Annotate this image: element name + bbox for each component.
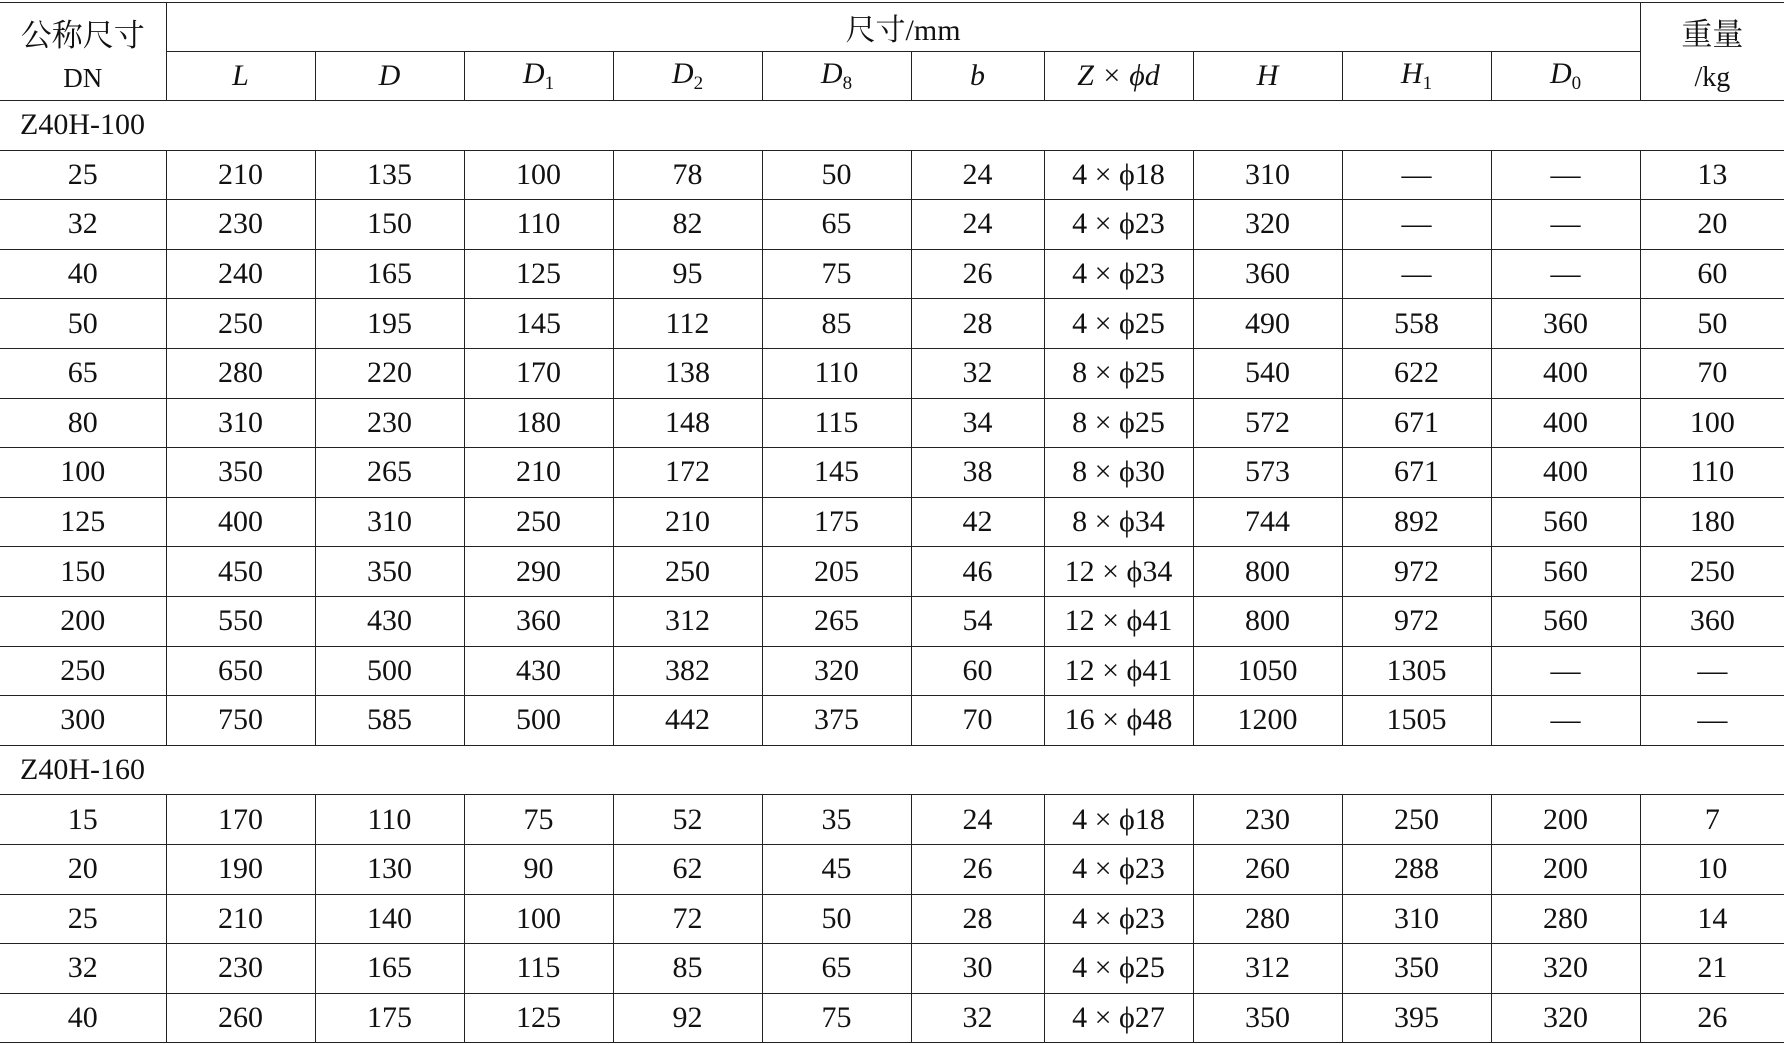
model-group-row: [0, 745, 1784, 795]
table-row: [0, 646, 1784, 696]
table-cell: 205: [762, 547, 911, 597]
table-cell: 360: [1193, 249, 1342, 299]
table-cell: 92: [613, 993, 762, 1043]
table-cell: 180: [464, 398, 613, 448]
table-cell: 165: [315, 249, 464, 299]
dimensions-header: [166, 3, 1640, 52]
table-cell: 560: [1491, 547, 1640, 597]
valve-dimension-table: [0, 2, 1784, 1043]
table-cell: 110: [315, 795, 464, 845]
table-body: [0, 101, 1784, 1043]
table-cell: 112: [613, 299, 762, 349]
table-cell: 382: [613, 646, 762, 696]
table-cell: 230: [1193, 795, 1342, 845]
table-cell: 8 × ϕ34: [1044, 497, 1193, 547]
table-cell: 280: [1193, 894, 1342, 944]
table-cell: 972: [1342, 547, 1491, 597]
column-header: [1193, 52, 1342, 101]
table-cell: 170: [464, 348, 613, 398]
table-cell: 85: [762, 299, 911, 349]
table-row: [0, 894, 1784, 944]
table-cell: 190: [166, 844, 315, 894]
column-header: [1044, 52, 1193, 101]
table-cell: 4 × ϕ23: [1044, 200, 1193, 250]
table-cell: —: [1491, 200, 1640, 250]
table-row: [0, 348, 1784, 398]
table-cell: 14: [1640, 894, 1784, 944]
table-cell: 38: [911, 448, 1044, 498]
table-cell: —: [1640, 646, 1784, 696]
table-cell: 46: [911, 547, 1044, 597]
column-header: [1491, 52, 1640, 101]
table-cell: 130: [315, 844, 464, 894]
table-cell: 300: [0, 696, 166, 746]
table-cell: —: [1491, 646, 1640, 696]
table-cell: 8 × ϕ25: [1044, 348, 1193, 398]
table-cell: 350: [1342, 944, 1491, 994]
table-cell: 50: [762, 150, 911, 200]
table-cell: 72: [613, 894, 762, 944]
table-cell: 90: [464, 844, 613, 894]
table-cell: 45: [762, 844, 911, 894]
table-cell: 1505: [1342, 696, 1491, 746]
table-cell: 800: [1193, 547, 1342, 597]
table-cell: 65: [762, 200, 911, 250]
table-cell: 650: [166, 646, 315, 696]
table-cell: 250: [1640, 547, 1784, 597]
table-cell: 350: [1193, 993, 1342, 1043]
table-row: [0, 249, 1784, 299]
table-cell: 892: [1342, 497, 1491, 547]
table-cell: 24: [911, 200, 1044, 250]
table-cell: 550: [166, 596, 315, 646]
table-cell: 400: [1491, 448, 1640, 498]
table-header: [0, 3, 1784, 101]
table-cell: 250: [464, 497, 613, 547]
table-cell: 42: [911, 497, 1044, 547]
table-cell: 150: [0, 547, 166, 597]
column-header-symbol: D: [1549, 57, 1572, 90]
table-cell: 50: [762, 894, 911, 944]
table-cell: 195: [315, 299, 464, 349]
column-header: [613, 52, 762, 101]
table-cell: 310: [315, 497, 464, 547]
column-header-row: [0, 52, 1784, 101]
table-cell: 250: [613, 547, 762, 597]
table-cell: 8 × ϕ30: [1044, 448, 1193, 498]
table-cell: 65: [762, 944, 911, 994]
table-cell: 572: [1193, 398, 1342, 448]
table-cell: 8 × ϕ25: [1044, 398, 1193, 448]
table-cell: 573: [1193, 448, 1342, 498]
table-cell: 1050: [1193, 646, 1342, 696]
column-header: [1342, 52, 1491, 101]
table-cell: 290: [464, 547, 613, 597]
table-cell: 32: [911, 993, 1044, 1043]
table-cell: 671: [1342, 448, 1491, 498]
table-cell: 260: [166, 993, 315, 1043]
table-cell: 265: [315, 448, 464, 498]
weight-label: 重量: [1681, 17, 1744, 53]
column-header: [315, 52, 464, 101]
table-cell: 744: [1193, 497, 1342, 547]
table-cell: 360: [464, 596, 613, 646]
column-header: [762, 52, 911, 101]
table-row: [0, 795, 1784, 845]
table-cell: —: [1342, 249, 1491, 299]
table-cell: 125: [464, 993, 613, 1043]
table-cell: 32: [0, 944, 166, 994]
dimensions-unit: /mm: [905, 14, 961, 47]
table-cell: 25: [0, 894, 166, 944]
table-cell: 172: [613, 448, 762, 498]
table-cell: 200: [1491, 795, 1640, 845]
column-header-symbol: b: [970, 59, 985, 92]
column-header-symbol: D: [671, 57, 694, 90]
table-cell: 148: [613, 398, 762, 448]
table-cell: 220: [315, 348, 464, 398]
table-cell: 430: [315, 596, 464, 646]
table-cell: 28: [911, 299, 1044, 349]
table-cell: 13: [1640, 150, 1784, 200]
table-cell: 280: [166, 348, 315, 398]
table-cell: 4 × ϕ25: [1044, 299, 1193, 349]
column-header-subscript: 8: [842, 73, 853, 94]
table-cell: 20: [0, 844, 166, 894]
table-cell: 320: [762, 646, 911, 696]
table-cell: 622: [1342, 348, 1491, 398]
table-cell: 95: [613, 249, 762, 299]
table-cell: 82: [613, 200, 762, 250]
table-cell: 26: [911, 844, 1044, 894]
table-cell: 62: [613, 844, 762, 894]
model-group-label: Z40H-160: [0, 745, 1784, 795]
table-cell: 75: [464, 795, 613, 845]
table-cell: 52: [613, 795, 762, 845]
table-cell: 4 × ϕ23: [1044, 249, 1193, 299]
table-cell: 40: [0, 993, 166, 1043]
table-cell: 65: [0, 348, 166, 398]
table-cell: 4 × ϕ27: [1044, 993, 1193, 1043]
table-cell: 78: [613, 150, 762, 200]
table-cell: 750: [166, 696, 315, 746]
table-cell: 175: [315, 993, 464, 1043]
table-cell: 265: [762, 596, 911, 646]
table-cell: 230: [315, 398, 464, 448]
table-cell: 170: [166, 795, 315, 845]
table-cell: 80: [0, 398, 166, 448]
table-cell: 150: [315, 200, 464, 250]
table-cell: 100: [464, 150, 613, 200]
model-group-row: [0, 101, 1784, 151]
table-cell: 350: [315, 547, 464, 597]
table-cell: 972: [1342, 596, 1491, 646]
table-cell: 180: [1640, 497, 1784, 547]
table-cell: 34: [911, 398, 1044, 448]
table-cell: 312: [613, 596, 762, 646]
table-cell: 4 × ϕ23: [1044, 844, 1193, 894]
table-cell: 32: [911, 348, 1044, 398]
nominal-size-label: 公称尺寸: [20, 17, 145, 54]
table-cell: 312: [1193, 944, 1342, 994]
table-cell: 85: [613, 944, 762, 994]
table-cell: —: [1491, 150, 1640, 200]
table-row: [0, 299, 1784, 349]
table-cell: —: [1640, 696, 1784, 746]
table-cell: 16 × ϕ48: [1044, 696, 1193, 746]
table-cell: 320: [1193, 200, 1342, 250]
table-cell: 175: [762, 497, 911, 547]
table-cell: 75: [762, 249, 911, 299]
table-cell: 400: [1491, 398, 1640, 448]
table-cell: 26: [1640, 993, 1784, 1043]
table-cell: 110: [762, 348, 911, 398]
dimensions-label: 尺寸: [845, 13, 906, 48]
table-cell: —: [1342, 200, 1491, 250]
table-cell: 260: [1193, 844, 1342, 894]
table-cell: 70: [1640, 348, 1784, 398]
table-row: [0, 547, 1784, 597]
column-header-subscript: 1: [544, 73, 555, 94]
table-row: [0, 200, 1784, 250]
table-cell: 200: [1491, 844, 1640, 894]
table-cell: 210: [613, 497, 762, 547]
table-cell: 12 × ϕ34: [1044, 547, 1193, 597]
table-cell: 558: [1342, 299, 1491, 349]
table-cell: 430: [464, 646, 613, 696]
table-cell: 310: [1193, 150, 1342, 200]
table-cell: 560: [1491, 497, 1640, 547]
column-header-symbol: H: [1400, 57, 1423, 90]
table-cell: 540: [1193, 348, 1342, 398]
table-cell: 110: [464, 200, 613, 250]
table-cell: 310: [166, 398, 315, 448]
column-header-subscript: 0: [1571, 73, 1582, 94]
table-cell: 50: [1640, 299, 1784, 349]
table-cell: 60: [911, 646, 1044, 696]
table-cell: 7: [1640, 795, 1784, 845]
table-cell: 4 × ϕ18: [1044, 795, 1193, 845]
table-cell: 280: [1491, 894, 1640, 944]
table-cell: —: [1491, 696, 1640, 746]
table-row: [0, 596, 1784, 646]
table-row: [0, 844, 1784, 894]
table-cell: 350: [166, 448, 315, 498]
column-header-symbol: H: [1256, 59, 1279, 92]
table-row: [0, 150, 1784, 200]
table-row: [0, 497, 1784, 547]
table-row: [0, 993, 1784, 1043]
table-cell: 400: [166, 497, 315, 547]
table-cell: 70: [911, 696, 1044, 746]
table-cell: 320: [1491, 944, 1640, 994]
table-cell: 310: [1342, 894, 1491, 944]
table-cell: 671: [1342, 398, 1491, 448]
table-cell: 288: [1342, 844, 1491, 894]
table-cell: 145: [464, 299, 613, 349]
table-cell: 30: [911, 944, 1044, 994]
column-header-symbol: Z × ϕd: [1077, 59, 1160, 92]
table-cell: 100: [1640, 398, 1784, 448]
weight-unit: /kg: [1694, 62, 1731, 93]
model-group-label: Z40H-100: [0, 101, 1784, 151]
column-header-symbol: L: [232, 59, 249, 92]
table-cell: 240: [166, 249, 315, 299]
column-header-subscript: 1: [1422, 73, 1433, 94]
table-cell: 800: [1193, 596, 1342, 646]
table-cell: 15: [0, 795, 166, 845]
table-cell: 32: [0, 200, 166, 250]
table-cell: 125: [0, 497, 166, 547]
table-row: [0, 448, 1784, 498]
table-cell: 100: [0, 448, 166, 498]
table-cell: 250: [1342, 795, 1491, 845]
table-cell: 360: [1640, 596, 1784, 646]
table-cell: 145: [762, 448, 911, 498]
dn-label: DN: [63, 62, 103, 93]
table-cell: 4 × ϕ23: [1044, 894, 1193, 944]
table-cell: —: [1491, 249, 1640, 299]
table-cell: 25: [0, 150, 166, 200]
table-cell: 360: [1491, 299, 1640, 349]
table-cell: 28: [911, 894, 1044, 944]
table-cell: 110: [1640, 448, 1784, 498]
table-cell: 210: [166, 150, 315, 200]
column-header-subscript: 2: [693, 73, 704, 94]
nominal-size-header: [0, 3, 166, 101]
table-cell: 450: [166, 547, 315, 597]
table-cell: 138: [613, 348, 762, 398]
table-cell: 10: [1640, 844, 1784, 894]
table-cell: 1200: [1193, 696, 1342, 746]
table-cell: 250: [166, 299, 315, 349]
table-row: [0, 696, 1784, 746]
column-header: [911, 52, 1044, 101]
table-cell: 135: [315, 150, 464, 200]
table-cell: 4 × ϕ18: [1044, 150, 1193, 200]
table-cell: 490: [1193, 299, 1342, 349]
table-cell: 500: [315, 646, 464, 696]
table-cell: 230: [166, 944, 315, 994]
table-cell: 24: [911, 150, 1044, 200]
table-cell: 585: [315, 696, 464, 746]
table-cell: 12 × ϕ41: [1044, 646, 1193, 696]
table-cell: 12 × ϕ41: [1044, 596, 1193, 646]
table-row: [0, 944, 1784, 994]
column-header-symbol: D: [820, 57, 843, 90]
table-cell: 200: [0, 596, 166, 646]
table-cell: 26: [911, 249, 1044, 299]
table-cell: 395: [1342, 993, 1491, 1043]
table-cell: 54: [911, 596, 1044, 646]
table-cell: 115: [464, 944, 613, 994]
table-cell: 230: [166, 200, 315, 250]
table-cell: 50: [0, 299, 166, 349]
column-header-symbol: D: [378, 59, 401, 92]
table-cell: 115: [762, 398, 911, 448]
table-cell: 1305: [1342, 646, 1491, 696]
table-cell: 210: [464, 448, 613, 498]
table-cell: 40: [0, 249, 166, 299]
table-cell: 125: [464, 249, 613, 299]
column-header-symbol: D: [522, 57, 545, 90]
weight-header: [1640, 3, 1784, 101]
table-cell: 75: [762, 993, 911, 1043]
table-cell: —: [1342, 150, 1491, 200]
table-cell: 140: [315, 894, 464, 944]
table-cell: 210: [166, 894, 315, 944]
table-row: [0, 398, 1784, 448]
table-cell: 35: [762, 795, 911, 845]
table-cell: 500: [464, 696, 613, 746]
column-header: [166, 52, 315, 101]
table-cell: 21: [1640, 944, 1784, 994]
table-cell: 375: [762, 696, 911, 746]
table-cell: 20: [1640, 200, 1784, 250]
table-cell: 442: [613, 696, 762, 746]
table-cell: 320: [1491, 993, 1640, 1043]
table-cell: 24: [911, 795, 1044, 845]
table-cell: 250: [0, 646, 166, 696]
table-cell: 60: [1640, 249, 1784, 299]
table-cell: 165: [315, 944, 464, 994]
table-cell: 400: [1491, 348, 1640, 398]
table-cell: 4 × ϕ25: [1044, 944, 1193, 994]
table-cell: 560: [1491, 596, 1640, 646]
column-header: [464, 52, 613, 101]
table-cell: 100: [464, 894, 613, 944]
